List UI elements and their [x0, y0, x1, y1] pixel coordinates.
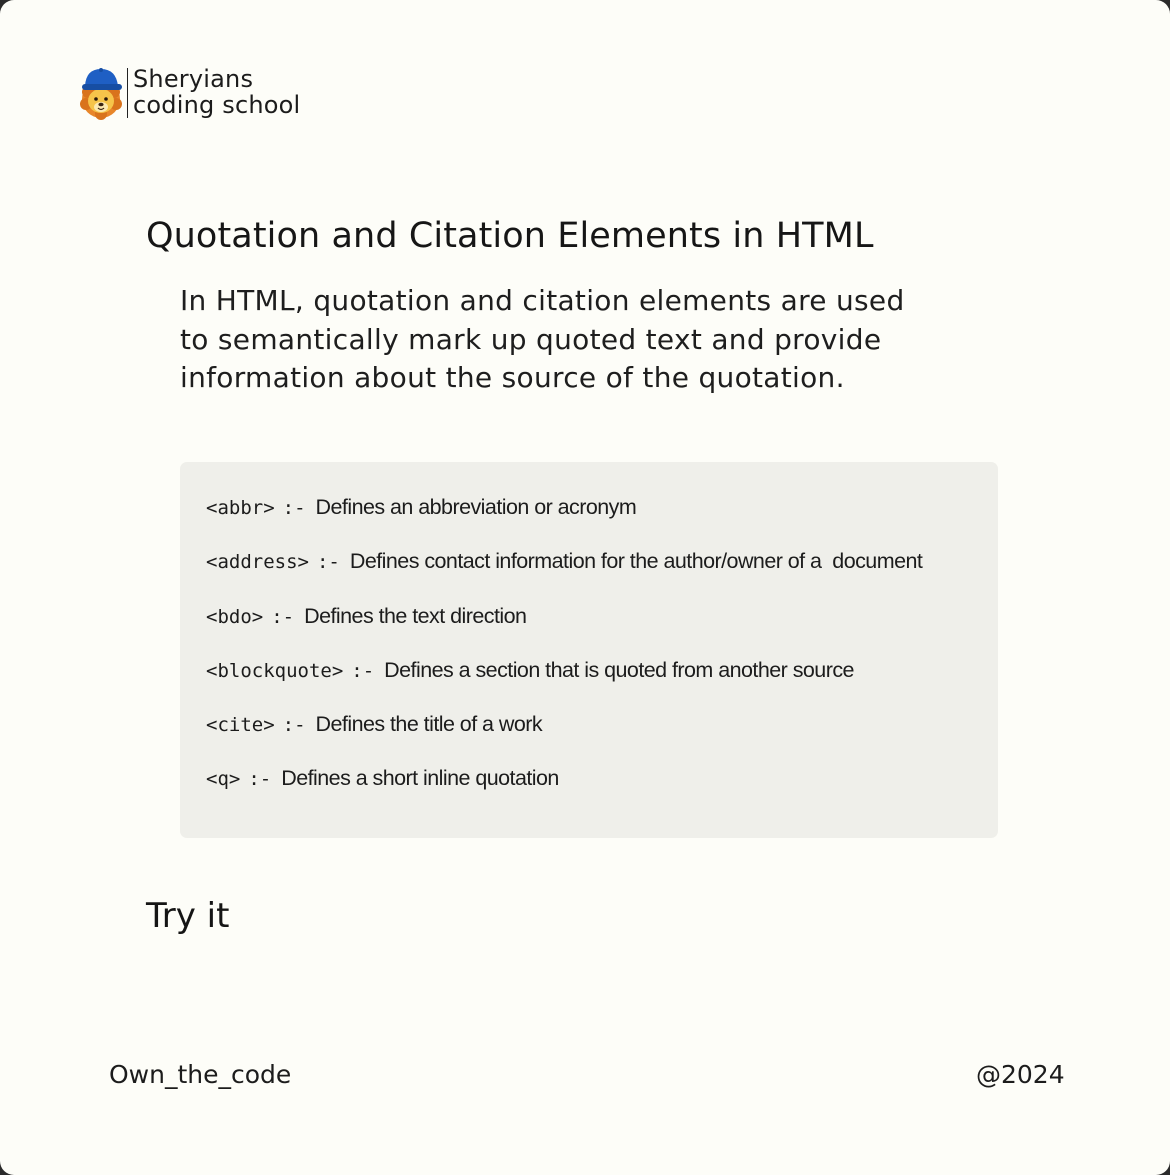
- intro-paragraph: In HTML, quotation and citation elements are used to semantically mark up quoted text and provide information about the source of the quotation.: [180, 284, 905, 394]
- element-tag: <q>: [206, 768, 241, 790]
- brand-divider: [127, 68, 128, 118]
- element-row-address: [206, 549, 922, 574]
- element-tag: <cite>: [206, 714, 275, 736]
- element-separator: :-: [316, 551, 340, 573]
- element-row-cite: [206, 712, 542, 737]
- element-tag: <address>: [206, 551, 309, 573]
- try-it-heading: Try it: [146, 896, 230, 936]
- element-description: Defines contact information for the author/owner of a document: [349, 549, 923, 573]
- brand-name: [133, 66, 300, 118]
- element-description: Defines an abbreviation or acronym: [315, 495, 637, 519]
- element-separator: :-: [248, 768, 272, 790]
- element-separator: :-: [282, 714, 306, 736]
- brand-line-1: Sheryians: [133, 65, 254, 93]
- brand: [80, 66, 300, 122]
- footer-year: @2024: [976, 1060, 1065, 1089]
- element-description: Defines a short inline quotation: [281, 766, 559, 790]
- element-row-q: [206, 766, 559, 791]
- element-separator: :-: [351, 660, 375, 682]
- element-tag: <abbr>: [206, 497, 275, 519]
- brand-line-2: coding school: [133, 91, 301, 119]
- element-description: Defines a section that is quoted from another source: [384, 658, 854, 682]
- element-separator: :-: [271, 606, 295, 628]
- element-row-abbr: [206, 495, 636, 520]
- element-tag: <blockquote>: [206, 660, 344, 682]
- element-description: Defines the text direction: [304, 604, 527, 628]
- element-description: Defines the title of a work: [315, 712, 543, 736]
- lion-cap-icon: [80, 66, 124, 122]
- element-tag: <bdo>: [206, 606, 264, 628]
- elements-panel: [180, 462, 998, 838]
- page-title: Quotation and Citation Elements in HTML: [146, 216, 874, 256]
- footer-handle: Own_the_code: [109, 1060, 292, 1089]
- element-row-blockquote: [206, 658, 854, 683]
- element-separator: :-: [282, 497, 306, 519]
- element-row-bdo: [206, 604, 526, 629]
